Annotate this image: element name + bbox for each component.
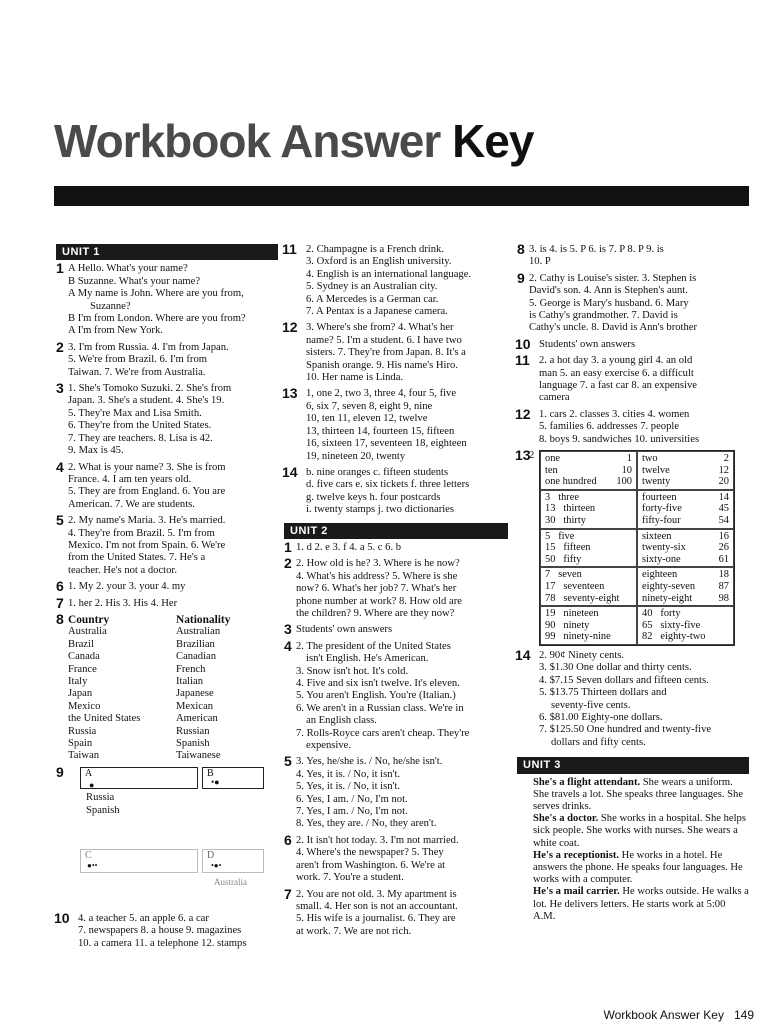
cell-a: sixteen xyxy=(642,530,672,542)
exercise-number: 9 xyxy=(56,763,64,780)
cell-a: one xyxy=(545,453,561,465)
answer-line: 5. They're Max and Lisa Smith. xyxy=(68,407,202,419)
u2-exercise-2 xyxy=(284,555,508,620)
nationality-cell: Spanish xyxy=(176,738,210,750)
unit-3-header: UNIT 3 xyxy=(517,757,749,773)
answer-line: camera xyxy=(539,392,570,404)
paragraph xyxy=(533,813,749,850)
country-cell: Taiwan xyxy=(68,750,100,762)
answer-line: B Suzanne. What's your name? xyxy=(68,275,201,287)
exercise-number: 8 xyxy=(517,241,525,257)
answer-line: Cathy's uncle. 8. David is Ann's brother xyxy=(529,322,697,334)
cell-b: 26 xyxy=(718,542,729,554)
exercise-number: 14 xyxy=(282,463,298,480)
u1-exercise-1 xyxy=(56,260,278,337)
country-cell: Japan xyxy=(68,688,93,700)
header-rule xyxy=(54,186,749,206)
answer-line: 10. a camera 11. a telephone 12. stamps xyxy=(78,937,247,949)
box-b xyxy=(202,767,264,789)
answer-line: 1, one 2, two 3, three 4, four 5, five xyxy=(306,388,457,400)
number-cell xyxy=(540,606,637,645)
answer-line: 7. newspapers 8. a house 9. magazines xyxy=(78,925,242,937)
number-cell xyxy=(637,567,734,606)
u2-exercise-4 xyxy=(284,637,508,753)
number-cell xyxy=(540,490,637,529)
answer-line: 6. We aren't in a Russian class. We're in xyxy=(296,702,464,714)
u1-exercise-8 xyxy=(56,610,278,763)
exercise-number: 2 xyxy=(56,338,64,355)
nationality-cell: Mexican xyxy=(176,700,214,712)
cell-b: 54 xyxy=(718,515,729,527)
cell-b: sixty-five xyxy=(660,619,701,631)
answer-line: 7. $125.50 One hundred and twenty-five xyxy=(539,724,712,736)
answer-line: 2. You are not old. 3. My apartment is xyxy=(296,888,457,900)
cell-b: seven xyxy=(558,569,582,581)
exercise-number: 4 xyxy=(56,458,64,475)
box-label-d: D xyxy=(207,849,215,861)
nationality-cell: Canadian xyxy=(176,651,217,663)
speaker-icon: •●• xyxy=(211,860,222,870)
box-a xyxy=(80,767,198,789)
cell-b: 2 xyxy=(723,453,729,465)
u2-exercise-7 xyxy=(284,885,508,939)
answer-line: 4. Yes, it is. / No, it isn't. xyxy=(296,768,401,780)
answer-line: 2. 90¢ Ninety cents. xyxy=(539,650,625,661)
exercise-number: 1 xyxy=(56,260,64,277)
answer-line: expensive. xyxy=(306,740,352,752)
answer-line: Students' own answers xyxy=(296,624,393,636)
answer-line: small. 4. Her son is not an accountant. xyxy=(296,900,458,912)
u2-exercise-5 xyxy=(284,753,508,830)
answer-line: 1. her 2. His 3. His 4. Her xyxy=(68,597,178,609)
u1-exercise-3 xyxy=(56,380,278,457)
exercise-number: 1 xyxy=(284,538,292,555)
answer-line: 2. The president of the United States xyxy=(296,640,451,652)
number-cell xyxy=(637,529,734,568)
exercise-number: 2 xyxy=(284,555,292,572)
cell-a: 82 xyxy=(642,631,653,643)
nationality-cell: Australian xyxy=(176,626,221,638)
answer-line: 6. A Mercedes is a German car. xyxy=(306,293,439,305)
exercise-number: 6 xyxy=(284,831,292,848)
country-cell: the United States xyxy=(68,713,141,725)
exercise-number: 5 xyxy=(56,512,64,529)
answer-line: from the United States. 7. He's a xyxy=(68,552,206,564)
cell-b: 18 xyxy=(718,569,729,581)
answer-line: 19, nineteen 20, twenty xyxy=(306,450,406,462)
cell-a: fifty-four xyxy=(642,515,681,527)
box-c xyxy=(80,849,198,873)
answer-line: 3. is 4. is 5. P 6. is 7. P 8. P 9. is xyxy=(529,244,664,255)
cell-a: 13 xyxy=(545,503,556,515)
answer-line: 4. a teacher 5. an apple 6. a car xyxy=(78,912,209,924)
job-description: He works in a hotel. He answers the phone. He speaks four languages. He works with a computer. xyxy=(533,849,743,886)
u2-exercise-12 xyxy=(515,405,749,446)
answer-line: name? 5. I'm a student. 6. I have two xyxy=(306,334,462,346)
u1-exercise-13 xyxy=(282,385,508,462)
exercise-number: 4 xyxy=(284,637,292,654)
number-cell xyxy=(540,451,637,490)
answer-line: 2. How old is he? 3. Where is he now? xyxy=(296,558,460,570)
answer-line: i. twenty stamps j. two dictionaries xyxy=(306,504,454,516)
answer-line: 5. Yes, it is. / No, it isn't. xyxy=(296,781,401,793)
page-footer xyxy=(603,1008,754,1022)
u2-exercise-6 xyxy=(284,831,508,885)
answer-line: b. nine oranges c. fifteen students xyxy=(306,466,449,478)
cell-b: 45 xyxy=(718,503,729,515)
box-label-a: A xyxy=(85,767,93,779)
number-cell xyxy=(637,606,734,645)
ex9-answer-a xyxy=(86,791,120,817)
cell-b: 61 xyxy=(718,553,729,565)
answer-line: A I'm from New York. xyxy=(68,325,163,337)
answer-line: 6. They're from the United States. xyxy=(68,420,212,432)
box-label-c: C xyxy=(85,849,92,861)
answer-line: 3. $1.30 One dollar and thirty cents. xyxy=(539,662,692,674)
nationality-cell: Russian xyxy=(176,725,210,737)
answer-line: Suzanne? xyxy=(90,300,131,312)
answer-line: 16, sixteen 17, seventeen 18, eighteen xyxy=(306,438,467,450)
u2-exercise-13 xyxy=(515,447,749,646)
exercise-number: 10 xyxy=(515,335,531,352)
answer-line: Students' own answers xyxy=(539,338,636,350)
job-description: He works outside. He walks a lot. He delivers letters. He starts work at 5:00 A.M. xyxy=(533,886,749,922)
answer-line: 3. I'm from Russia. 4. I'm from Japan. xyxy=(68,341,229,353)
cell-b: 16 xyxy=(718,530,729,542)
answer-line: France. 4. I am ten years old. xyxy=(68,473,192,485)
u2-exercise-9 xyxy=(517,269,749,335)
cell-b: three xyxy=(558,491,579,503)
exercise-number: 6 xyxy=(56,578,64,595)
u1-exercise-14 xyxy=(282,463,508,517)
number-cell xyxy=(540,567,637,606)
cell-a: ten xyxy=(545,464,558,476)
answer-line: 5. We're from Brazil. 6. I'm from xyxy=(68,354,207,366)
cell-b: 20 xyxy=(718,476,729,488)
exercise-number: 3 xyxy=(284,621,292,638)
cell-a: eighteen xyxy=(642,569,678,581)
nationality-cell: Japanese xyxy=(176,688,214,700)
country-cell: Canada xyxy=(68,651,100,663)
cell-b: ninety xyxy=(563,619,590,631)
country-cell: Spain xyxy=(68,738,93,750)
cell-a: 90 xyxy=(545,619,556,631)
answer-line: 3. Oxford is an English university. xyxy=(306,256,452,268)
u1-exercise-11 xyxy=(282,241,508,318)
cell-b: 100 xyxy=(616,476,632,488)
cell-b: 98 xyxy=(718,592,729,604)
answer-line: 1. d 2. e 3. f 4. a 5. c 6. b xyxy=(296,541,402,553)
answer-line: Spanish orange. 9. His name's Hiro. xyxy=(306,359,458,371)
cell-b: five xyxy=(558,530,575,542)
u1-exercise-7 xyxy=(56,594,278,611)
answer-line: now? 6. What's her job? 7. What's her xyxy=(296,583,457,595)
exercise-sub-number: 2 xyxy=(529,450,535,462)
cell-b: fifty xyxy=(563,553,582,565)
answer-line: d. five cars e. six tickets f. three letters xyxy=(306,479,470,491)
country-cell: France xyxy=(68,663,97,675)
cell-a: 78 xyxy=(545,592,556,604)
answer-line: isn't English. He's American. xyxy=(306,653,429,665)
exercise-number: 7 xyxy=(56,594,64,611)
answer-line: Mexico. I'm not from Spain. 6. We're xyxy=(68,539,226,551)
exercise-number: 3 xyxy=(56,380,64,397)
footer-label: Workbook Answer Key xyxy=(603,1008,724,1022)
answer-line: 3. Where's she from? 4. What's her xyxy=(306,322,454,334)
answer-line: 5. $13.75 Thirteen dollars and xyxy=(539,687,667,699)
job-description: She wears a uniform. She travels a lot. She speaks three languages. She serves drinks. xyxy=(533,776,744,813)
number-cell xyxy=(637,451,734,490)
cell-b: 14 xyxy=(718,491,729,503)
page-number: 149 xyxy=(733,1008,754,1022)
paragraph xyxy=(533,850,749,887)
answer-line: 2. My name's Maria. 3. He's married. xyxy=(68,515,226,527)
answer-line: 9. Max is 45. xyxy=(68,445,124,457)
answer-line: phone number at work? 8. How old are xyxy=(296,595,462,607)
cell-b: 87 xyxy=(718,581,729,593)
answer-line: 7. Rolls-Royce cars aren't cheap. They're xyxy=(296,727,470,739)
u2-exercise-14 xyxy=(515,647,749,749)
answer-line: 10. Her name is Linda. xyxy=(306,372,404,384)
answer-line: 6, six 7, seven 8, eight 9, nine xyxy=(306,400,433,412)
cell-b: eighty-two xyxy=(660,631,706,643)
answer-line: teacher. He's not a doctor. xyxy=(68,564,177,576)
unit-2-header: UNIT 2 xyxy=(284,523,508,539)
answer-line: 4. They're from Brazil. 5. I'm from xyxy=(68,527,215,539)
column-header-country: Country xyxy=(68,613,110,626)
column-header-nationality: Nationality xyxy=(176,613,231,626)
nationality-cell: American xyxy=(176,713,218,725)
cell-a: ninety-eight xyxy=(642,592,693,604)
speaker-icon: ●̲ xyxy=(89,779,95,790)
exercise-number: 11 xyxy=(282,241,297,257)
cell-b: 10 xyxy=(621,464,632,476)
answer-line: man 5. an easy exercise 6. a difficult xyxy=(539,367,694,379)
cell-a: twenty xyxy=(642,476,671,488)
job-title: He's a receptionist. xyxy=(533,849,620,861)
answer-line: Russia xyxy=(86,791,115,803)
answer-line: 4. $7.15 Seven dollars and fifteen cents. xyxy=(539,674,709,686)
answer-line: sisters. 7. They're from Japan. 8. It's a xyxy=(306,347,466,359)
cell-a: 99 xyxy=(545,631,556,643)
answer-line: 7. They are teachers. 8. Lisa is 42. xyxy=(68,432,213,444)
answer-line: 4. Five and six isn't twelve. It's eleven. xyxy=(296,678,460,689)
answer-line: 10. P xyxy=(529,256,551,268)
nationality-cell: Taiwanese xyxy=(176,750,221,762)
speaker-icon: ●•• xyxy=(87,860,98,870)
u1-exercise-2 xyxy=(56,338,278,379)
column-1 xyxy=(56,244,278,954)
cell-a: 65 xyxy=(642,619,653,631)
exercise-number: 7 xyxy=(284,885,292,902)
country-cell: Mexico xyxy=(68,700,101,712)
exercise-number: 5 xyxy=(284,753,292,770)
answer-line: 2. a hot day 3. a young girl 4. an old xyxy=(539,355,693,367)
nationality-cell: French xyxy=(176,663,206,675)
country-cell: Russia xyxy=(68,725,97,737)
country-cell: Italy xyxy=(68,676,88,687)
cell-a: 30 xyxy=(545,515,556,527)
cell-b: thirty xyxy=(563,515,586,527)
number-cell xyxy=(637,490,734,529)
answer-line: the children? 9. Where are they now? xyxy=(296,607,455,619)
answer-line: work. 7. You're a student. xyxy=(296,872,404,884)
answer-line: Japan. 3. She's a student. 4. She's 19. xyxy=(68,395,225,407)
answer-line: is Cathy's grandmother. 7. David is xyxy=(529,310,678,322)
nationality-cell: Brazilian xyxy=(176,638,215,650)
answer-line: aren't from Washington. 6. We're at xyxy=(296,859,446,871)
answer-line: 5. You aren't English. You're (Italian.) xyxy=(296,690,456,702)
answer-line: 2. What is your name? 3. She is from xyxy=(68,461,226,473)
speaker-icon: •● xyxy=(211,776,220,787)
answer-line: 3. Yes, he/she is. / No, he/she isn't. xyxy=(296,756,443,768)
exercise-number: 10 xyxy=(54,909,70,926)
cell-b: 12 xyxy=(718,464,729,476)
answer-line: 5. They are from England. 6. You are xyxy=(68,486,226,498)
exercise-number: 14 xyxy=(515,647,531,663)
u1-exercise-10 xyxy=(54,909,278,950)
u2-exercise-3 xyxy=(284,621,508,638)
u2-exercise-10 xyxy=(515,335,749,352)
exercise-number: 13 xyxy=(515,447,531,464)
answer-line: 10, ten 11, eleven 12, twelve xyxy=(306,413,428,425)
cell-b: fifteen xyxy=(563,542,591,554)
nationality-cell: Italian xyxy=(176,676,204,687)
exercise-number: 8 xyxy=(56,610,64,627)
answer-line: 5. George is Mary's husband. 6. Mary xyxy=(529,297,689,309)
answer-line: 1. She's Tomoko Suzuki. 2. She's from xyxy=(68,383,232,395)
answer-line: 2. Cathy is Louise's sister. 3. Stephen is xyxy=(529,272,697,284)
cell-b: forty xyxy=(660,608,681,620)
answer-line: 5. His wife is a journalist. 6. They are xyxy=(296,913,456,925)
cell-a: 15 xyxy=(545,542,556,554)
u1-exercise-6 xyxy=(56,578,278,595)
cell-a: 7 xyxy=(545,569,551,581)
u1-exercise-12 xyxy=(282,319,508,384)
cell-a: two xyxy=(642,453,658,465)
job-title: He's a mail carrier. xyxy=(533,886,620,898)
answer-line: 4. What's his address? 5. Where is she xyxy=(296,570,458,582)
answer-line: g. twelve keys h. four postcards xyxy=(306,491,441,503)
cell-a: 40 xyxy=(642,608,653,620)
column-2 xyxy=(282,241,508,942)
answer-line: 4. Where's the newspaper? 5. They xyxy=(296,847,444,859)
cell-b: thirteen xyxy=(563,503,596,515)
answer-line: David's son. 4. Ann is Stephen's aunt. xyxy=(529,285,688,297)
cell-a: sixty-one xyxy=(642,553,681,565)
country-cell: Australia xyxy=(68,626,107,638)
exercise-number: 13 xyxy=(282,385,298,402)
answer-line: 8. Yes, they are. / No, they aren't. xyxy=(296,818,437,830)
numbers-table xyxy=(539,450,735,646)
answer-line: 4. English is an international language. xyxy=(306,268,472,280)
number-cell xyxy=(540,529,637,568)
exercise-number: 12 xyxy=(515,405,531,422)
u2-exercise-11 xyxy=(515,352,749,405)
answer-line: A My name is John. Where are you from, xyxy=(68,288,244,300)
cell-b: 1 xyxy=(626,453,632,465)
answer-line: 7. Yes, I am. / No, I'm not. xyxy=(296,806,408,818)
answer-line: 2. Champagne is a French drink. xyxy=(306,244,444,255)
answer-line: 6. Yes, I am. / No, I'm not. xyxy=(296,793,408,805)
unit-1-header: UNIT 1 xyxy=(56,244,278,260)
answer-line: language 7. a fast car 8. an expensive xyxy=(539,380,697,392)
answer-line: seventy-five cents. xyxy=(551,699,631,711)
answer-line: 6. $81.00 Eighty-one dollars. xyxy=(539,712,663,724)
answer-line: 3. Snow isn't hot. It's cold. xyxy=(296,665,409,677)
answer-line: B I'm from London. Where are you from? xyxy=(68,313,246,325)
answer-line: 8. boys 9. sandwiches 10. universities xyxy=(539,433,700,445)
answer-line: 2. It isn't hot today. 3. I'm not married. xyxy=(296,834,459,846)
u1-exercise-4 xyxy=(56,458,278,512)
cell-b: seventy-eight xyxy=(563,592,620,604)
unit-3-answers xyxy=(517,777,749,923)
job-description: She works in a hospital. She helps sick people. She works with nurses. She wears a white coat. xyxy=(533,813,746,849)
exercise-number: 11 xyxy=(515,352,530,369)
answer-line: American. 7. We are students. xyxy=(68,498,195,510)
answer-line: Spanish xyxy=(86,804,120,816)
cell-a: one hundred xyxy=(545,476,597,488)
answer-line: Taiwan. 7. We're from Australia. xyxy=(68,366,206,378)
cell-a: 5 xyxy=(545,530,551,542)
country-cell: Brazil xyxy=(68,638,94,650)
u1-exercise-5 xyxy=(56,512,278,577)
page-title xyxy=(54,115,534,167)
answer-line: 13, thirteen 14, fourteen 15, fifteen xyxy=(306,425,455,437)
u2-exercise-8 xyxy=(517,241,749,269)
cell-b: seventeen xyxy=(563,581,605,593)
answer-line: 5. Sydney is an Australian city. xyxy=(306,281,438,293)
paragraph xyxy=(533,777,749,814)
exercise-number: 9 xyxy=(517,269,525,286)
u1-exercise-9 xyxy=(56,763,278,907)
cell-a: 19 xyxy=(545,608,556,620)
column-3 xyxy=(515,241,749,923)
paragraph xyxy=(533,886,749,923)
cell-a: 50 xyxy=(545,553,556,565)
cell-a: twelve xyxy=(642,464,670,476)
answer-line: 5. families 6. addresses 7. people xyxy=(539,421,680,433)
cell-b: ninety-nine xyxy=(563,631,611,643)
job-title: She's a flight attendant. xyxy=(533,776,641,788)
answer-line: 7. A Pentax is a Japanese camera. xyxy=(306,306,448,318)
title-key: Key xyxy=(452,115,534,167)
answer-line: at work. 7. We are not rich. xyxy=(296,925,412,937)
answer-line: 1. cars 2. classes 3. cities 4. women xyxy=(539,408,690,420)
u2-exercise-1 xyxy=(284,538,508,555)
cell-a: eighty-seven xyxy=(642,581,696,593)
job-title: She's a doctor. xyxy=(533,813,599,825)
box-label-b: B xyxy=(207,767,214,779)
cell-a: twenty-six xyxy=(642,542,686,554)
box-d xyxy=(202,849,264,873)
exercise-number: 12 xyxy=(282,319,298,336)
title-main: Workbook Answer xyxy=(54,115,441,167)
ex9-answer-d: Australia xyxy=(214,876,247,887)
cell-a: forty-five xyxy=(642,503,682,515)
answer-line: A Hello. What's your name? xyxy=(68,263,188,275)
country-nationality-table xyxy=(68,614,278,763)
answer-line: dollars and fifty cents. xyxy=(551,736,646,748)
cell-a: fourteen xyxy=(642,491,677,503)
cell-b: nineteen xyxy=(563,608,599,620)
answer-line: an English class. xyxy=(306,715,377,727)
cell-a: 3 xyxy=(545,491,551,503)
cell-a: 17 xyxy=(545,581,556,593)
answer-line: 1. My 2. your 3. your 4. my xyxy=(68,581,186,593)
